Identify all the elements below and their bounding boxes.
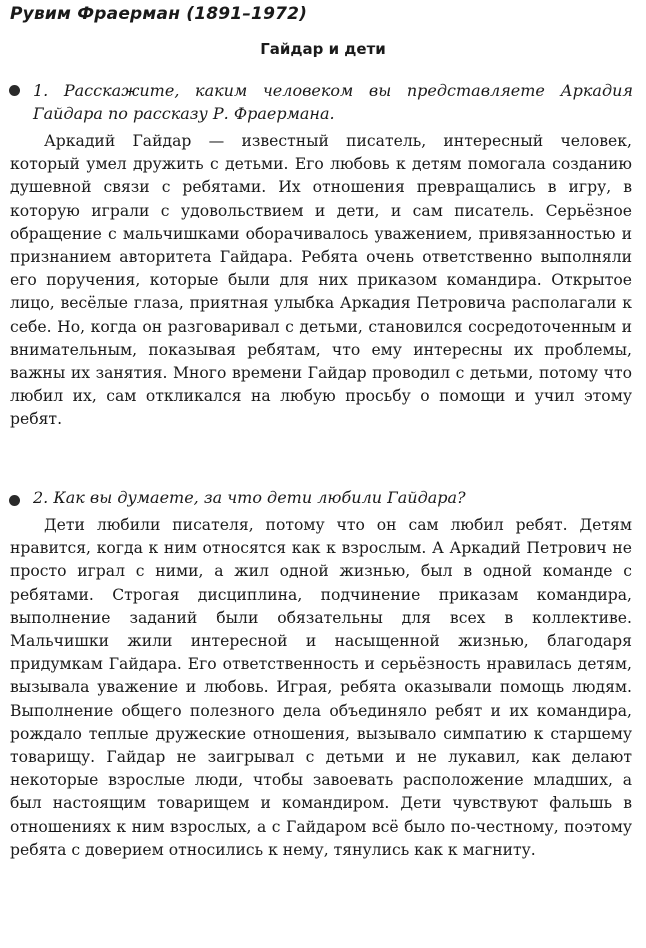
question-2: 2. Как вы думаете, за что дети любили Гайдара? bbox=[33, 488, 466, 507]
page-title: Гайдар и дети bbox=[260, 40, 386, 58]
answer-2: Дети любили писателя, потому что он сам любил ребят. Детям нравится, когда к ним относятся как к взрослым. А Аркадий Петрович не просто играл с ними, а жил одной жизнью, был в одной команде с ребятами. Строгая дисциплина, подчинение приказам командира, выполнение заданий были обязательны для всех в коллективе. Мальчишки жили интересной и насыщенной жизнью, благодаря придумкам Гайдара. Его ответственность и серьёзность нравилась детям, вызывала уважение и любовь. Играя, ребята оказывали помощь людям. Выполнение общего полезного дела объединяло ребят и их командира, рождало теплые дружеские отношения, вызывало симпатию к старшему товарищу. Гайдар не заигрывал с детьми и не лукавил, как делают некоторые взрослые люди, чтобы завоевать расположение младших, а был настоящим товарищем и командиром. Дети чувствуют фальшь в отношениях к ним взрослых, а с Гайдаром всё было по-честному, поэтому ребята с доверием относились к нему, тянулись как к магниту. bbox=[10, 516, 632, 859]
answer-1: Аркадий Гайдар — известный писатель, интересный человек, который умел дружить с детьми. Его любовь к детям помогала созданию душевной связи с ребятами. Их отношения превращались в игру, в которую играли с удовольствием и дети, и сам писатель. Серьёзное обращение с мальчишками оборачивалось уважением, привязанностью и признанием авторитета Гайдара. Ребята очень ответственно выполняли его поручения, которые были для них приказом командира. Открытое лицо, весёлые глаза, приятная улыбка Аркадия Петровича располагали к себе. Но, когда он разговаривал с детьми, становился сосредоточенным и внимательным, показывая ребятам, что ему интересны их проблемы, важны их занятия. Много времени Гайдар проводил с детьми, потому что любил их, сам откликался на любую просьбу о помощи и учил этому ребят. bbox=[10, 132, 632, 429]
bullet-icon bbox=[9, 495, 20, 506]
author-heading: Рувим Фраерман (1891–1972) bbox=[10, 4, 308, 24]
question-1: 1. Расскажите, каким человеком вы представляете Аркадия Гайдара по рассказу Р. Фраермана. bbox=[33, 81, 633, 123]
bullet-icon bbox=[9, 85, 20, 96]
